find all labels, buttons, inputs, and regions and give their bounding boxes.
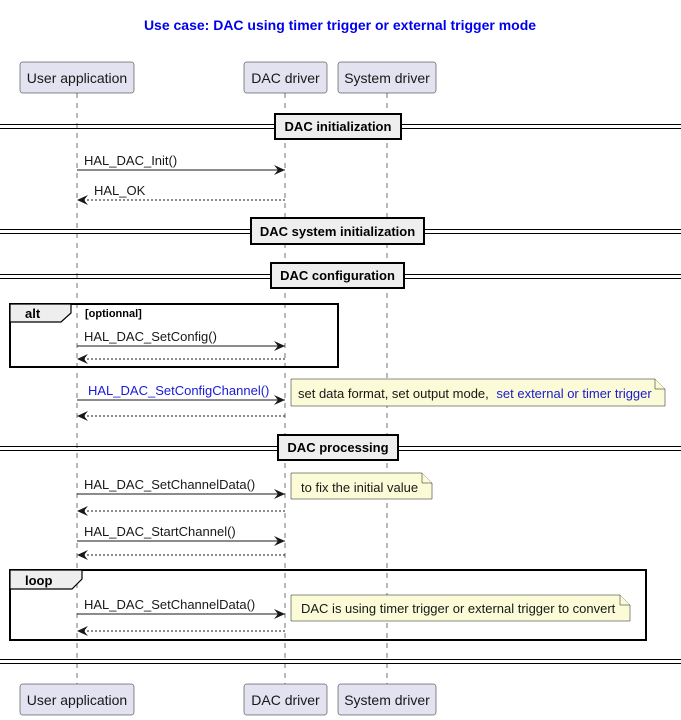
participant-label: User application (26, 70, 128, 86)
participant-user-application-bottom[interactable] (20, 684, 134, 715)
participant-dac-driver-bottom[interactable] (244, 684, 327, 715)
divider-dac-processing (0, 435, 681, 460)
message-label: HAL_DAC_SetConfig() (84, 329, 217, 344)
diagram-title: Use case: DAC using timer trigger or external trigger mode (143, 17, 537, 33)
message-hal-dac-setconfigchannel (77, 383, 285, 400)
divider-label: DAC configuration (280, 268, 395, 283)
note-text: to fix the initial value (301, 480, 419, 495)
message-label: HAL_DAC_SetChannelData() (84, 597, 256, 612)
message-label: HAL_DAC_SetConfigChannel() (88, 383, 270, 398)
divider-dac-system-initialization (0, 218, 681, 244)
note-loop-convert (291, 595, 630, 621)
divider-dac-initialization (0, 114, 681, 139)
participant-label: User application (26, 692, 128, 708)
participant-system-driver-bottom[interactable] (338, 684, 436, 715)
note-text: DAC is using timer trigger or external trigger to convert (301, 601, 616, 616)
alt-keyword: alt (25, 306, 41, 321)
participant-label: DAC driver (251, 70, 320, 86)
loop-keyword: loop (25, 573, 53, 588)
message-hal-dac-init (77, 153, 285, 170)
divider-label: DAC system initialization (259, 224, 416, 239)
participant-label: System driver (344, 70, 430, 86)
message-label: HAL_DAC_StartChannel() (84, 524, 236, 539)
message-label: HAL_DAC_SetChannelData() (84, 477, 256, 492)
message-label: HAL_DAC_Init() (84, 153, 178, 168)
note-text (298, 386, 652, 401)
divider-label: DAC processing (287, 440, 389, 455)
divider-end (0, 660, 681, 664)
participant-system-driver-top[interactable] (338, 62, 436, 93)
message-hal-dac-setchanneldata (77, 477, 285, 494)
note-text-part2: set external or timer trigger (496, 386, 652, 401)
participant-label: DAC driver (251, 692, 320, 708)
message-hal-dac-startchannel (77, 524, 285, 541)
alt-condition: [optionnal] (85, 308, 142, 320)
message-label: HAL_OK (94, 183, 146, 198)
return-hal-ok (77, 183, 285, 200)
note-initial-value (291, 473, 432, 499)
message-hal-dac-setconfig (77, 329, 285, 346)
divider-dac-configuration (0, 263, 681, 288)
divider-label: DAC initialization (284, 119, 392, 134)
note-text-part1: set data format, set output mode, (298, 386, 493, 401)
participant-user-application-top[interactable] (20, 62, 134, 93)
message-loop-hal-dac-setchanneldata (77, 597, 285, 614)
participant-label: System driver (344, 692, 430, 708)
note-config-channel (291, 379, 665, 406)
participant-dac-driver-top[interactable] (244, 62, 327, 93)
